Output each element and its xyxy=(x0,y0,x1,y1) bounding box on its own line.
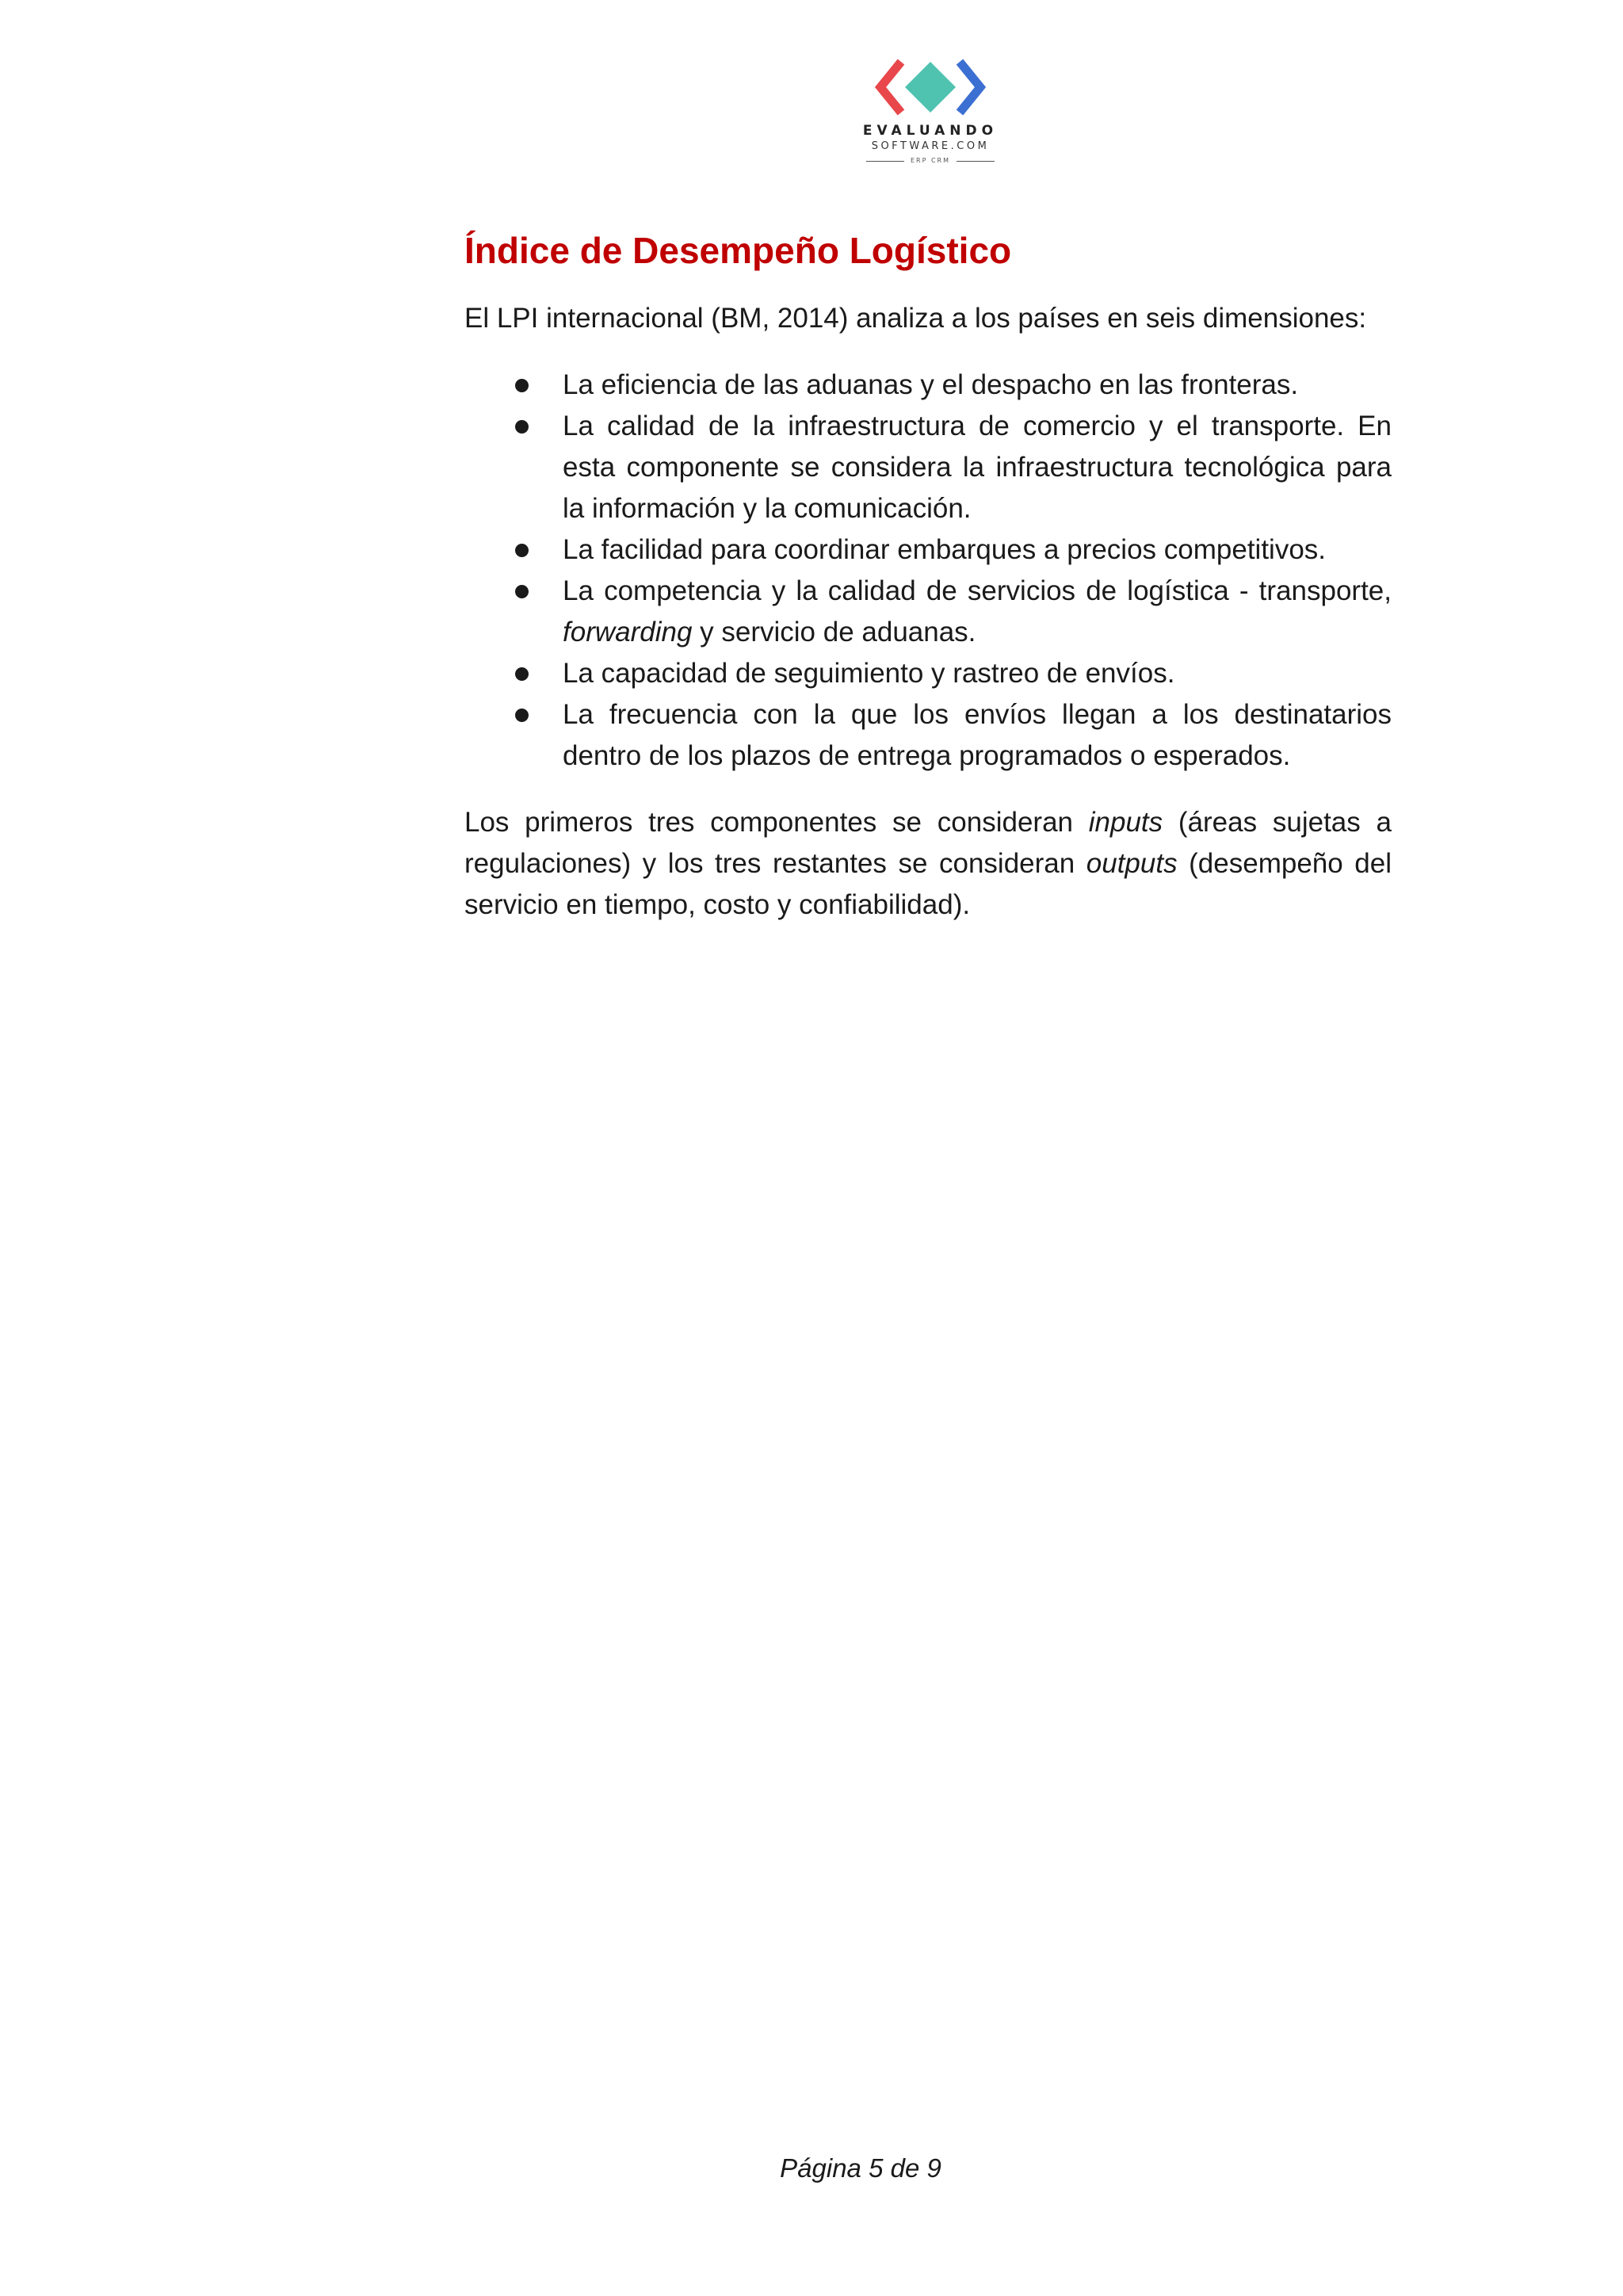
list-item xyxy=(464,694,1392,777)
logo-center-diamond xyxy=(905,62,956,113)
list-item xyxy=(464,365,1392,406)
section-title: Índice de Desempeño Logístico xyxy=(464,230,1012,271)
bullet-icon xyxy=(515,667,529,681)
closing-paragraph xyxy=(464,802,1392,926)
logo-wordmark-line2: SOFTWARE.COM xyxy=(871,140,990,152)
closing-text-1: Los primeros tres componentes se consideran xyxy=(464,807,1089,838)
list-item xyxy=(464,529,1392,571)
bullet-icon xyxy=(515,544,529,557)
list-item-text: La frecuencia con la que los envíos llegan a los destinatarios dentro de los plazos de entrega programados o esperados. xyxy=(563,699,1392,771)
logo-wordmark-line1: EVALUANDO xyxy=(862,123,999,139)
logo-right-chevron xyxy=(960,62,980,113)
closing-emphasis-inputs: inputs xyxy=(1088,807,1163,838)
list-item-emphasis: forwarding xyxy=(563,617,693,648)
list-item-text: La calidad de la infraestructura de comercio y el transporte. En esta componente se considera la infraestructura tecnológica para la información y la comunicación. xyxy=(563,411,1392,524)
list-item-text: La eficiencia de las aduanas y el despacho en las fronteras. xyxy=(563,369,1299,400)
company-logo xyxy=(857,57,1004,176)
bullet-icon xyxy=(515,709,529,722)
logo-mark-icon xyxy=(874,57,987,117)
bullet-icon xyxy=(515,420,529,434)
list-item xyxy=(464,653,1392,694)
bullet-icon xyxy=(515,585,529,598)
dimensions-list xyxy=(464,365,1392,777)
logo-tagline-rule-left xyxy=(866,161,904,162)
list-item-text: La facilidad para coordinar embarques a precios competitivos. xyxy=(563,534,1327,565)
list-item xyxy=(464,406,1392,529)
page-number-footer: Página 5 de 9 xyxy=(780,2153,941,2183)
bullet-icon xyxy=(515,379,529,392)
closing-text-3: (desempeño del servicio en tiempo, costo y confiabilidad). xyxy=(464,848,1392,920)
document-body xyxy=(464,227,1392,926)
list-item-text: La competencia y la calidad de servicios de logística - transporte, xyxy=(563,575,1392,606)
closing-emphasis-outputs: outputs xyxy=(1086,848,1178,879)
logo-left-chevron xyxy=(880,62,901,113)
list-item-text-tail: y servicio de aduanas. xyxy=(692,617,976,648)
list-item xyxy=(464,571,1392,653)
logo-tagline xyxy=(857,155,1004,166)
logo-tagline-text: ERP CRM xyxy=(910,157,951,164)
list-item-text: La capacidad de seguimiento y rastreo de envíos. xyxy=(563,658,1175,689)
intro-paragraph: El LPI internacional (BM, 2014) analiza a los países en seis dimensiones: xyxy=(464,303,1367,334)
logo-tagline-rule-right xyxy=(957,161,995,162)
closing-text-2: (áreas sujetas a regulaciones) y los tres restantes se consideran xyxy=(464,807,1392,879)
